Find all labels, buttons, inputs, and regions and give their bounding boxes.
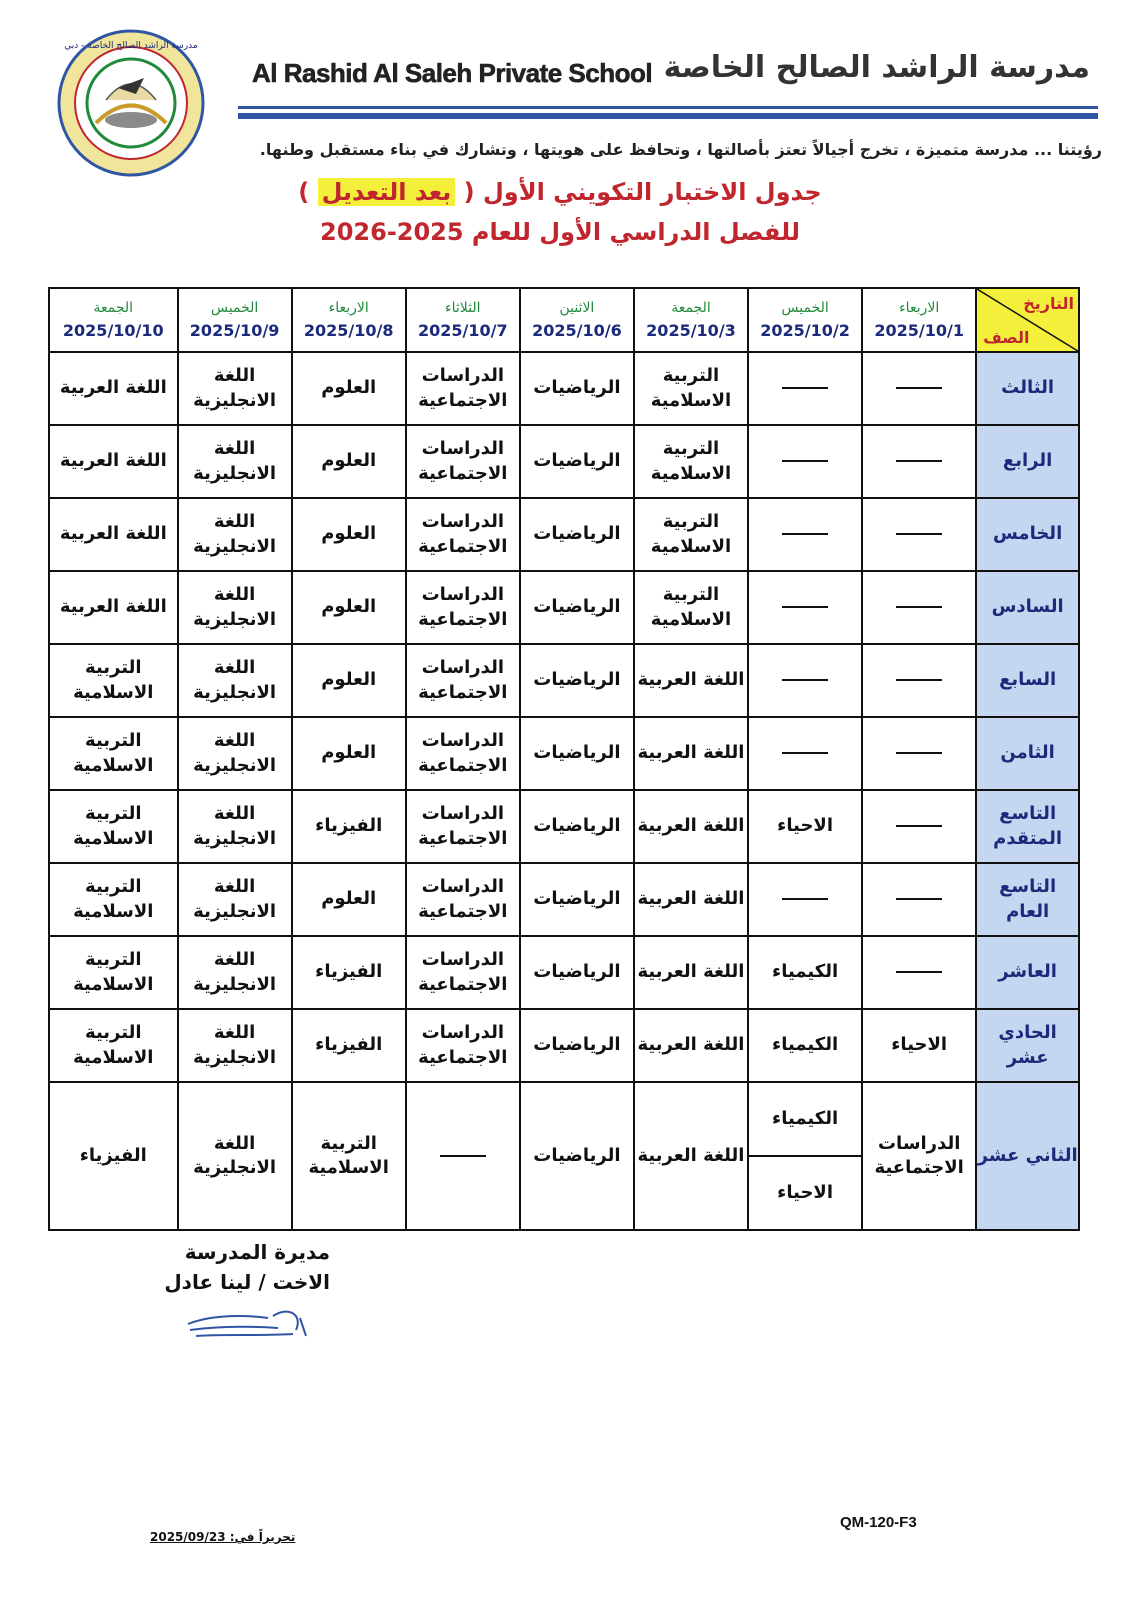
subject-cell: التربية الاسلامية [49, 717, 178, 790]
grade-cell: الخامس [976, 498, 1079, 571]
no-exam-dash [896, 825, 942, 827]
subject-cell: اللغة الانجليزية [178, 498, 292, 571]
column-day: الجمعة [93, 299, 134, 316]
subject-cell: العلوم [292, 644, 406, 717]
subject-cell: العلوم [292, 571, 406, 644]
subject-cell: الدراسات الاجتماعية [406, 352, 520, 425]
title-suffix: ) [298, 178, 310, 206]
column-date: 2025/10/8 [303, 320, 394, 340]
subject-cell: الفيزياء [292, 790, 406, 863]
column-day: الخميس [210, 299, 259, 316]
subject-cell: الرياضيات [520, 571, 634, 644]
grade-cell: الثامن [976, 717, 1079, 790]
subject-cell: اللغة العربية [49, 352, 178, 425]
subject-cell: الرياضيات [520, 1082, 634, 1230]
subject-cell [862, 352, 976, 425]
no-exam-dash [896, 460, 942, 462]
subject-cell: اللغة الانجليزية [178, 1009, 292, 1082]
subject-cell: الفيزياء [292, 1009, 406, 1082]
table-body [49, 352, 1079, 1230]
corner-date-label: التاريخ [1023, 294, 1074, 313]
grade-cell: الثاني عشر [976, 1082, 1079, 1230]
school-name-english: Al Rashid Al Saleh Private School [252, 58, 653, 88]
subject-cell: التربية الاسلامية [634, 352, 748, 425]
column-day: الجمعة [671, 299, 711, 316]
subject-cell [862, 863, 976, 936]
table-row [49, 571, 1079, 644]
subject-cell: العلوم [292, 498, 406, 571]
subject-cell: اللغة العربية [634, 936, 748, 1009]
column-day: الخميس [781, 299, 829, 316]
table-row [49, 425, 1079, 498]
grade-cell: التاسع العام [976, 863, 1079, 936]
column-day: الاثنين [559, 299, 595, 316]
column-header [862, 288, 976, 352]
table-row [49, 863, 1079, 936]
column-header [178, 288, 292, 352]
grade-cell: الرابع [976, 425, 1079, 498]
subject-cell: الدراسات الاجتماعية [406, 644, 520, 717]
split-subject-cell [749, 1083, 861, 1229]
subject-cell: الاحياء [748, 790, 862, 863]
subject-cell [748, 863, 862, 936]
column-day: الاربعاء [899, 299, 940, 316]
table-row [49, 790, 1079, 863]
subject-cell: الرياضيات [520, 790, 634, 863]
subject-cell: اللغة العربية [634, 717, 748, 790]
subject-cell [748, 352, 862, 425]
subject-cell: الدراسات الاجتماعية [406, 571, 520, 644]
subject-cell [748, 644, 862, 717]
subject-cell: اللغة الانجليزية [178, 1082, 292, 1230]
subject-part: الكيمياء [749, 1083, 861, 1156]
subject-cell [862, 936, 976, 1009]
no-exam-dash [896, 898, 942, 900]
subject-cell: اللغة العربية [49, 498, 178, 571]
no-exam-dash [782, 460, 828, 462]
grade-cell: الحادي عشر [976, 1009, 1079, 1082]
subject-cell [862, 790, 976, 863]
no-exam-dash [782, 752, 828, 754]
subject-cell: الرياضيات [520, 498, 634, 571]
subject-cell: العلوم [292, 863, 406, 936]
column-day: الاربعاء [328, 299, 369, 316]
subject-cell: اللغة الانجليزية [178, 717, 292, 790]
subject-cell: الفيزياء [49, 1082, 178, 1230]
no-exam-dash [896, 533, 942, 535]
column-day: الثلاثاء [445, 299, 481, 316]
subject-cell: اللغة الانجليزية [178, 863, 292, 936]
column-header [406, 288, 520, 352]
subject-cell: الرياضيات [520, 863, 634, 936]
subject-cell: الفيزياء [292, 936, 406, 1009]
subject-cell: الدراسات الاجتماعية [406, 1009, 520, 1082]
corner-cell [976, 288, 1079, 352]
subject-part: الاحياء [777, 1181, 833, 1203]
principal-title: مديرة المدرسة [184, 1240, 330, 1264]
subject-cell: الدراسات الاجتماعية [406, 717, 520, 790]
principal-name: الاخت / لينا عادل [164, 1270, 330, 1294]
column-header [292, 288, 406, 352]
column-header [520, 288, 634, 352]
grade-cell: التاسع المتقدم [976, 790, 1079, 863]
subject-cell [748, 1082, 862, 1230]
subject-cell [862, 717, 976, 790]
column-header [49, 288, 178, 352]
subject-cell: اللغة العربية [49, 571, 178, 644]
subject-cell: التربية الاسلامية [49, 863, 178, 936]
subject-cell: الرياضيات [520, 1009, 634, 1082]
subject-cell: التربية الاسلامية [49, 1009, 178, 1082]
column-date: 2025/10/2 [760, 320, 850, 340]
table-row [49, 717, 1079, 790]
subject-cell: اللغة العربية [634, 644, 748, 717]
no-exam-dash [896, 752, 942, 754]
table-row [49, 498, 1079, 571]
signature [178, 1296, 318, 1346]
school-logo [56, 28, 206, 178]
subject-cell: التربية الاسلامية [634, 571, 748, 644]
subject-cell [862, 571, 976, 644]
no-exam-dash [896, 387, 942, 389]
subject-cell [862, 644, 976, 717]
subject-cell: اللغة العربية [49, 425, 178, 498]
column-date: 2025/10/7 [417, 320, 508, 340]
subject-cell: الرياضيات [520, 352, 634, 425]
grade-cell: الثالث [976, 352, 1079, 425]
subject-cell: الرياضيات [520, 936, 634, 1009]
column-header [748, 288, 862, 352]
subject-cell: الرياضيات [520, 425, 634, 498]
column-date: 2025/10/3 [646, 320, 736, 340]
subject-cell: الدراسات الاجتماعية [406, 425, 520, 498]
subject-cell: اللغة العربية [634, 790, 748, 863]
no-exam-dash [782, 533, 828, 535]
subject-cell [406, 1082, 520, 1230]
subject-cell: الدراسات الاجتماعية [406, 790, 520, 863]
subject-cell [748, 571, 862, 644]
subject-cell: الدراسات الاجتماعية [862, 1082, 976, 1230]
column-date: 2025/10/6 [532, 320, 622, 340]
grade-cell: السابع [976, 644, 1079, 717]
column-date: 2025/10/10 [62, 320, 164, 340]
no-exam-dash [440, 1155, 486, 1157]
no-exam-dash [896, 679, 942, 681]
exam-schedule-table [48, 287, 1080, 1231]
subject-cell: اللغة العربية [634, 1082, 748, 1230]
subject-cell: اللغة العربية [634, 863, 748, 936]
subject-cell: اللغة الانجليزية [178, 790, 292, 863]
subject-cell: الرياضيات [520, 717, 634, 790]
column-header [634, 288, 748, 352]
subject-cell: الكيمياء [748, 936, 862, 1009]
column-date: 2025/10/9 [189, 320, 280, 340]
school-name-arabic: مدرسة الراشد الصالح الخاصة [663, 50, 1090, 85]
grade-cell: العاشر [976, 936, 1079, 1009]
table-header-row [49, 288, 1079, 352]
subject-cell: التربية الاسلامية [634, 498, 748, 571]
header-rule-thin [238, 106, 1098, 109]
no-exam-dash [782, 387, 828, 389]
subject-cell: العلوم [292, 352, 406, 425]
subject-cell: الرياضيات [520, 644, 634, 717]
written-on-date: تحريراً في: 2025/09/23 [150, 1530, 296, 1544]
subject-cell: العلوم [292, 425, 406, 498]
subject-cell [748, 717, 862, 790]
subject-cell: اللغة الانجليزية [178, 644, 292, 717]
title-prefix: جدول الاختبار التكويني الأول ( [463, 178, 822, 206]
subject-cell [748, 498, 862, 571]
subject-cell: العلوم [292, 717, 406, 790]
corner-grade-label: الصف [983, 328, 1030, 348]
no-exam-dash [896, 971, 942, 973]
subject-cell: الدراسات الاجتماعية [406, 863, 520, 936]
table-row [49, 644, 1079, 717]
grade-cell: السادس [976, 571, 1079, 644]
subject-cell: التربية الاسلامية [49, 644, 178, 717]
no-exam-dash [782, 606, 828, 608]
subject-cell: التربية الاسلامية [292, 1082, 406, 1230]
subject-cell: اللغة العربية [634, 1009, 748, 1082]
header-rule-thick [238, 113, 1098, 119]
subject-cell: التربية الاسلامية [49, 936, 178, 1009]
logo-ring-text: مدرسة الراشد الصالح الخاصة - دبي [64, 41, 198, 51]
subject-cell: الدراسات الاجتماعية [406, 936, 520, 1009]
column-date: 2025/10/1 [874, 320, 964, 340]
form-code: QM-120-F3 [840, 1514, 917, 1531]
subject-cell: اللغة الانجليزية [178, 352, 292, 425]
subject-cell: اللغة الانجليزية [178, 936, 292, 1009]
subject-cell: التربية الاسلامية [49, 790, 178, 863]
table-row [49, 1009, 1079, 1082]
no-exam-dash [782, 679, 828, 681]
page-title [260, 178, 860, 206]
page-subtitle: للفصل الدراسي الأول للعام 2025-2026 [320, 218, 800, 246]
subject-cell: الكيمياء [748, 1009, 862, 1082]
subject-cell: اللغة الانجليزية [178, 571, 292, 644]
table-row [49, 1082, 1079, 1230]
vision-statement: رؤيتنا ... مدرسة متميزة ، تخرج أجيالاً تعتز بأصالتها ، وتحافظ على هويتها ، وتشارك في بناء مستقبل وطنها. [259, 140, 1102, 159]
table-row [49, 936, 1079, 1009]
title-highlight: بعد التعديل [318, 178, 456, 206]
subject-cell: اللغة الانجليزية [178, 425, 292, 498]
subject-cell: الدراسات الاجتماعية [406, 498, 520, 571]
subject-cell [862, 425, 976, 498]
no-exam-dash [782, 898, 828, 900]
subject-cell: الاحياء [862, 1009, 976, 1082]
no-exam-dash [896, 606, 942, 608]
subject-cell [862, 498, 976, 571]
subject-cell: التربية الاسلامية [634, 425, 748, 498]
table-row [49, 352, 1079, 425]
subject-cell [748, 425, 862, 498]
